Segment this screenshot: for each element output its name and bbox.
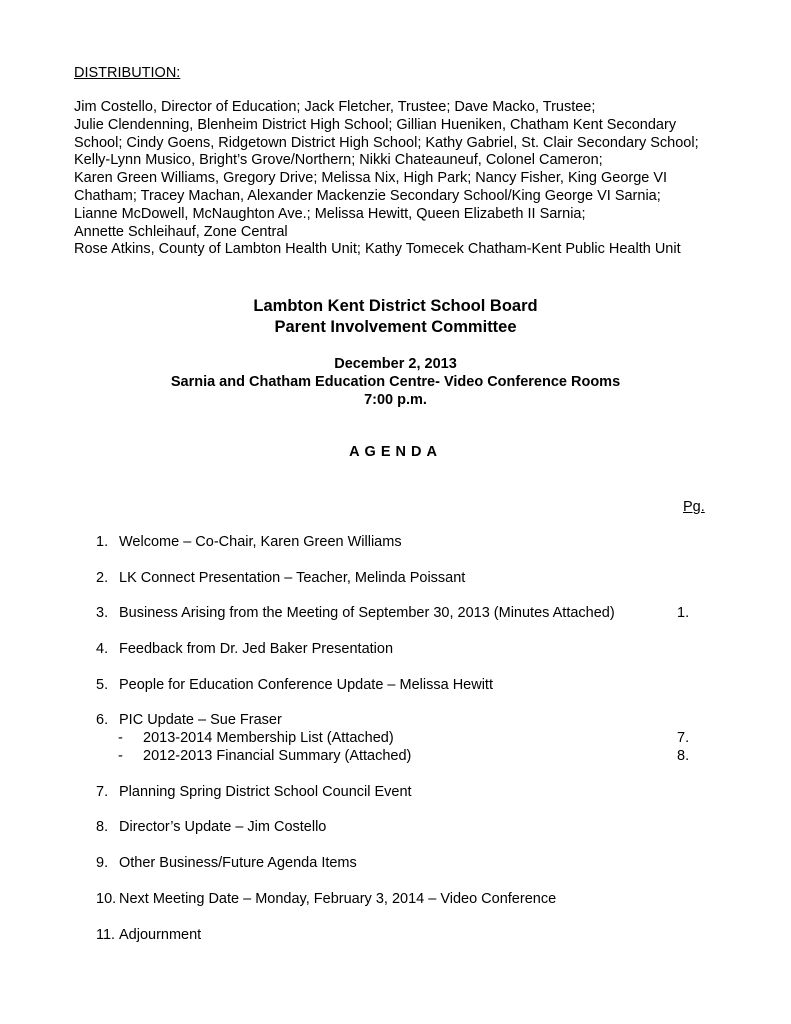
agenda-item-text: PIC Update – Sue Fraser (119, 712, 282, 728)
distribution-line: Karen Green Williams, Gregory Drive; Melissa Nix, High Park; Nancy Fisher, King George VI (74, 170, 668, 187)
agenda-item-text: Director’s Update – Jim Costello (119, 819, 327, 835)
agenda-page-ref: 7. (677, 730, 690, 746)
distribution-line: Jim Costello, Director of Education; Jack Fletcher, Trustee; Dave Macko, Trustee; (74, 99, 596, 115)
agenda-item-text: LK Connect Presentation – Teacher, Melinda Poissant (119, 570, 466, 586)
agenda-sub-item (118, 729, 394, 747)
agenda-heading: AGENDA (349, 444, 442, 460)
agenda-item-number: 9. (96, 855, 109, 871)
sub-item-dash: - (118, 730, 123, 746)
agenda-page-ref: 8. (677, 748, 690, 764)
agenda-item-text: Next Meeting Date – Monday, February 3, 2014 – Video Conference (119, 891, 557, 907)
agenda-item (96, 569, 465, 587)
distribution-line: Julie Clendenning, Blenheim District High School; Gillian Hueniken, Chatham Kent Secondary (74, 116, 677, 133)
agenda-item-number: 4. (96, 641, 109, 657)
agenda-item-number: 11. (96, 927, 116, 943)
meeting-location: Sarnia and Chatham Education Centre- Video Conference Rooms (170, 374, 621, 390)
agenda-item (96, 640, 393, 658)
agenda-item-text: Business Arising from the Meeting of September 30, 2013 (Minutes Attached) (119, 605, 615, 621)
agenda-item (96, 533, 402, 551)
sub-item-text: 2013-2014 Membership List (Attached) (143, 730, 394, 746)
agenda-item (96, 676, 493, 694)
agenda-sub-item (118, 747, 411, 765)
agenda-item-number: 3. (96, 605, 109, 621)
agenda-item-number: 2. (96, 570, 109, 586)
agenda-item (96, 783, 412, 801)
distribution-list (74, 99, 764, 259)
meeting-time: 7:00 p.m. (364, 392, 427, 408)
meeting-details (0, 355, 791, 409)
agenda-item-text: Planning Spring District School Council Event (119, 784, 412, 800)
agenda-item-number: 7. (96, 784, 109, 800)
agenda-item (96, 926, 201, 944)
distribution-line: Kelly-Lynn Musico, Bright’s Grove/Northern; Nikki Chateauneuf, Colonel Cameron; (74, 152, 603, 169)
document-title (0, 296, 791, 338)
agenda-item (96, 604, 615, 622)
agenda-item-number: 8. (96, 819, 109, 835)
distribution-line: Annette Schleihauf, Zone Central (74, 223, 288, 240)
agenda-item (96, 711, 282, 729)
meeting-date: December 2, 2013 (334, 356, 457, 372)
agenda-item-number: 10. (96, 891, 117, 907)
agenda-item-number: 5. (96, 677, 109, 693)
agenda-item-number: 1. (96, 534, 109, 550)
agenda-item-number: 6. (96, 712, 109, 728)
agenda-item (96, 818, 326, 836)
distribution-line: School; Cindy Goens, Ridgetown District High School; Kathy Gabriel, St. Clair Secondary School; (74, 134, 699, 151)
agenda-item (96, 890, 556, 908)
committee-name: Parent Involvement Committee (274, 318, 517, 336)
agenda-item-text: Other Business/Future Agenda Items (119, 855, 357, 871)
distribution-line: Rose Atkins, County of Lambton Health Unit; Kathy Tomecek Chatham-Kent Public Health Unit (74, 241, 681, 258)
sub-item-text: 2012-2013 Financial Summary (Attached) (143, 748, 412, 764)
distribution-line: Chatham; Tracey Machan, Alexander Mackenzie Secondary School/King George VI Sarnia; (74, 187, 661, 204)
distribution-heading: DISTRIBUTION: (74, 65, 181, 81)
agenda-page-ref: 1. (677, 605, 690, 621)
agenda-item-text: Welcome – Co-Chair, Karen Green Williams (119, 534, 402, 550)
agenda-item (96, 854, 357, 872)
page-column-label: Pg. (683, 499, 705, 515)
agenda-item-text: Adjournment (119, 927, 202, 943)
organization-name: Lambton Kent District School Board (253, 297, 538, 315)
agenda-item-text: Feedback from Dr. Jed Baker Presentation (119, 641, 394, 657)
agenda-item-text: People for Education Conference Update – Melissa Hewitt (119, 677, 493, 693)
distribution-line: Lianne McDowell, McNaughton Ave.; Melissa Hewitt, Queen Elizabeth II Sarnia; (74, 205, 586, 222)
sub-item-dash: - (118, 748, 123, 764)
